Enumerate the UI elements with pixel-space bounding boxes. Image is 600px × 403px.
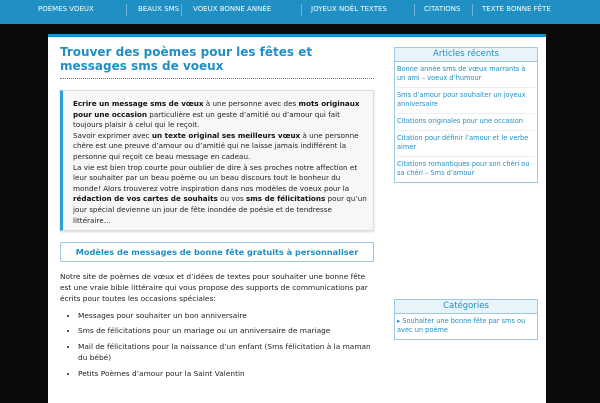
nav-separator	[181, 4, 182, 16]
recent-articles-widget	[394, 47, 538, 183]
list-item: • Messages pour souhaiter un bon anniversaire	[78, 311, 374, 322]
intro-text: à une personne chère est une preuve d’amour ou d’amitié qui ne laisse jamais indifférent la personne qui reçoit ce beau message en cadeau.	[73, 130, 359, 161]
categories-widget	[394, 299, 538, 340]
intro-text: particulière est un geste d’amitié ou d’amour qui fait toujours plaisir à celui qui le reçoit.	[73, 109, 340, 130]
intro-text: pour qu’un jour spécial devienne un jour de fête inondée de poésie et de tendresse littéraire…	[73, 194, 367, 225]
categories-list	[395, 314, 537, 339]
intro-text: Savoir exprimer avec	[73, 130, 152, 140]
intro-box	[60, 90, 374, 231]
top-nav	[0, 0, 600, 24]
recent-articles-title: Articles récents	[395, 48, 537, 62]
list-item: • Sms de félicitations pour un mariage ou un anniversaire de mariage	[78, 326, 374, 337]
nav-beaux-sms[interactable]: BEAUX SMS	[138, 5, 180, 13]
recent-article-link[interactable]: Citations romantiques pour son chéri ou sa chéri – Sms d’amour	[397, 160, 530, 177]
content-page	[48, 34, 546, 403]
body-text	[60, 272, 374, 304]
nav-separator	[126, 4, 127, 16]
sidebar	[394, 47, 538, 340]
nav-separator	[472, 4, 473, 16]
intro-bold: rédaction de vos cartes de souhaits	[73, 194, 218, 204]
main-column	[60, 45, 374, 385]
nav-joyeux-noel-textes[interactable]: JOYEUX NOËL TEXTES	[311, 5, 387, 13]
category-link[interactable]: ▸ Souhaiter une bonne fête par sms ou avec un poème	[397, 314, 535, 339]
nav-separator	[301, 4, 302, 16]
body-paragraph: Notre site de poèmes de vœux et d’idées de textes pour souhaiter une bonne fête est une vraie bible littéraire qui vous propose des supports de communications par écrits pour toutes les occasions spéciales:	[60, 272, 368, 303]
nav-texte-bonne-fete[interactable]: TEXTE BONNE FÊTE	[482, 5, 551, 13]
intro-bold: sms de félicitations	[246, 194, 326, 204]
list-item: • Petits Poèmes d’amour pour la Saint Valentin	[78, 369, 374, 380]
nav-citations[interactable]: CITATIONS	[424, 5, 461, 13]
nav-poemes-voeux[interactable]: POÈMES VOEUX	[38, 5, 94, 13]
page-title: Trouver des poèmes pour les fêtes et messages sms de voeux	[60, 45, 374, 79]
categories-title: Catégories	[395, 300, 537, 314]
intro-paragraph-1	[73, 99, 367, 131]
recent-article-link[interactable]: Citation pour définir l’amour et le verbe aimer	[397, 131, 535, 157]
intro-text: La vie est bien trop courte pour oublier de dire à ses proches notre affection et leur souhaiter par un beau poème ou un beau discours tout le bonheur du monde! Alors trouverez votre inspiration dans nos modèles de voeux pour la	[73, 162, 358, 193]
recent-articles-list	[395, 62, 537, 182]
intro-text: ou vos	[217, 194, 247, 204]
intro-paragraph-2	[73, 131, 367, 163]
recent-article-link[interactable]: Sms d’amour pour souhaiter un joyeux anniversaire	[397, 88, 535, 114]
recent-article-link[interactable]: Bonne année sms de vœux marrants à un ami – voeux d’humour	[397, 62, 535, 88]
intro-text: à une personne avec des	[203, 99, 299, 108]
section-heading: Modèles de messages de bonne fête gratuits à personnaliser	[60, 242, 374, 262]
nav-voeux-bonne-annee[interactable]: VOEUX BONNE ANNÉE	[193, 5, 272, 13]
intro-bold: Ecrire un message sms de vœux	[73, 99, 204, 108]
nav-separator	[414, 4, 415, 16]
occasions-list	[60, 311, 374, 380]
intro-bold: un texte original ses meilleurs vœux	[151, 130, 301, 140]
recent-article-link[interactable]: Citations originales pour une occasion	[397, 114, 535, 131]
intro-bold: mots originaux pour une occasion	[73, 99, 360, 119]
list-item: • Mail de félicitations pour la naissance d’un enfant (Sms félicitation à la maman du bébé)	[78, 342, 374, 364]
intro-paragraph-3	[73, 163, 367, 227]
